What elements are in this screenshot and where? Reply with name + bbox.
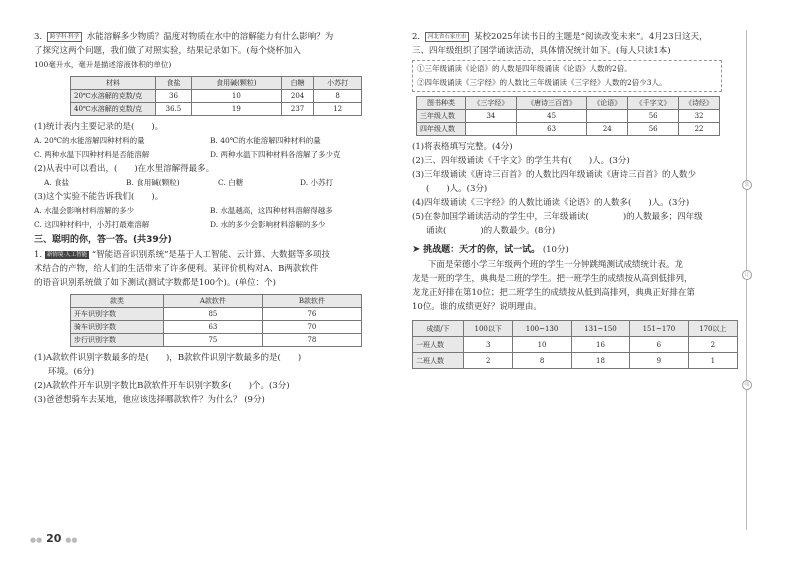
table-header: 100以下 [464, 321, 513, 337]
q3-sub3-options-cd [34, 218, 386, 232]
page-number: 20 [46, 532, 62, 545]
section-heading: 三、聪明的你，答一答。(共39分) [34, 235, 172, 245]
table-cell: 10 [191, 90, 281, 103]
table-cell: 85 [164, 308, 263, 321]
challenge-text4: 10位。谁的成绩更好？说明理由。 [412, 302, 542, 312]
table-cell: 开车识别字数 [71, 308, 164, 321]
table-header: 《论语》 [587, 97, 628, 110]
table-cell: 32 [679, 110, 720, 123]
challenge-heading [412, 242, 742, 258]
table-cell: 2 [688, 337, 737, 353]
option-c: C. 两种水温下四种材料是否能溶解 [34, 150, 150, 159]
table-cell: 骑车识别字数 [71, 321, 164, 334]
q3-line1 [34, 30, 386, 44]
table-row [71, 308, 362, 321]
table-cell: 56 [628, 123, 679, 136]
q3-sub2: (2)从表中可以看出，( )在水里溶解得最多。 [34, 164, 215, 174]
q3-sub1-options-ab [34, 134, 386, 148]
table-cell [466, 123, 517, 136]
table-cell: 8 [314, 90, 362, 103]
table-cell: 2 [464, 353, 513, 369]
table-header-row [413, 321, 738, 337]
table-cell: 70 [262, 321, 361, 334]
table-cell: 24 [587, 123, 628, 136]
table-row [71, 321, 362, 334]
star-left-icon: ●● [30, 536, 43, 544]
table-cell: 步行识别字数 [71, 334, 164, 347]
option-d: D. 水的多少会影响材料溶解的多少 [210, 220, 326, 229]
q3-tag: 跨学科·科学 [47, 32, 82, 42]
option-c: C. 这四种材料中，小苏打最难溶解 [34, 220, 150, 229]
table-header: 100~130 [513, 321, 571, 337]
q3-sub3-options-ab [34, 204, 386, 218]
binding-circle-bottom: 线 [742, 380, 752, 390]
option-b: B. 食用碱(颗粒) [126, 178, 180, 187]
table-cell: 204 [281, 90, 314, 103]
table-cell: 10 [513, 337, 571, 353]
option-c: C. 白糖 [218, 178, 244, 187]
table-cell: 56 [628, 110, 679, 123]
option-a: A. 水温会影响材料溶解的多少 [34, 206, 135, 215]
q1-number: 1. [34, 250, 43, 260]
table-cell: 3 [464, 337, 513, 353]
q1-sub3: (3)爸爸想骑车去某地，他应该选择哪款软件？为什么？ (9分) [34, 395, 265, 405]
q2-sub3a: (3)三年级诵读《唐诗三百首》的人数比四年级诵读《唐诗三百首》的人数少 [412, 170, 697, 180]
challenge-title: 挑战题：天才的你，试一试。 [423, 245, 541, 255]
table-header-row [417, 97, 720, 110]
q1-text2: 术结合的产物，给人们的生活带来了许多便利。某评价机构对A、B两款软件 [34, 264, 319, 274]
q2-sub1: (1)将表格填写完整。(4分) [412, 142, 513, 152]
table-header: A款软件 [164, 295, 263, 308]
q3-text3: 100毫升水，毫升是描述溶液体积的单位) [34, 60, 172, 69]
left-column [34, 30, 386, 407]
table-header-row [71, 295, 362, 308]
table-header: 食盐 [156, 77, 192, 90]
q1-line1 [34, 248, 386, 262]
q3-text2: 了探究这两个问题，我们做了对照实验，结果记录如下。(每个烧杯加入 [34, 46, 301, 56]
q2-sub5b: 诵读( )的人数最少。(8分) [426, 226, 556, 236]
table-cell: 9 [630, 353, 688, 369]
table-header: 白糖 [281, 77, 314, 90]
challenge-text2: 龙是一班的学生，典典是二班的学生。把一班学生的成绩按从高到低排列， [412, 274, 693, 284]
table-header: 款类 [71, 295, 164, 308]
table-header: 《千字文》 [628, 97, 679, 110]
q2-number: 2. [412, 32, 421, 42]
table-cell: 12 [314, 103, 362, 116]
star-right-icon: ●● [65, 536, 78, 544]
table-row [413, 353, 738, 369]
table-cell: 237 [281, 103, 314, 116]
table-row [71, 103, 362, 116]
table-cell: 20℃水溶解的克数/克 [71, 90, 156, 103]
table-cell: 40℃水溶解的克数/克 [71, 103, 156, 116]
q2-sub2: (2)三、四年级诵读《千字文》的学生共有( )人。(3分) [412, 156, 630, 166]
table-header: 小苏打 [314, 77, 362, 90]
table-header: 《唐诗三百首》 [516, 97, 587, 110]
table-cell: 二班人数 [413, 353, 464, 369]
q3-sub3: (3)这个实验不能告诉我们( )。 [34, 192, 164, 202]
condition-2: ②四年级诵读《三字经》的人数比三年级诵读《三字经》人数的2倍少3人。 [417, 78, 667, 87]
table-cell: 36.5 [156, 103, 192, 116]
q2-tag: 河北省石家庄市 [425, 32, 470, 42]
jump-rope-table [412, 320, 738, 369]
table-cell: 18 [571, 353, 629, 369]
table-cell: 四年级人数 [417, 123, 466, 136]
table-header: 170以上 [688, 321, 737, 337]
challenge-text3: 龙龙正好排在第10位；把二班学生的成绩按从低到高排列，典典正好排在第 [412, 288, 695, 298]
table-header: B款软件 [262, 295, 361, 308]
right-column [412, 30, 742, 369]
q3-text1: 水能溶解多少物质？温度对物质在水中的溶解能力有什么影响？为 [86, 32, 334, 42]
q3-number: 3. [34, 32, 43, 42]
option-b: B. 水温越高，这四种材料溶解得越多 [210, 206, 333, 215]
table-cell: 36 [156, 90, 192, 103]
option-a: A. 20℃的水能溶解四种材料的量 [34, 136, 145, 145]
q3-sub1-options-cd [34, 148, 386, 162]
table-row [417, 123, 720, 136]
table-row [413, 337, 738, 353]
speech-recognition-table [70, 294, 362, 347]
q2-sub5a: (5)在参加国学诵读活动的学生中，三年级诵读( )的人数最多；四年级 [412, 212, 703, 222]
table-header-row [71, 77, 362, 90]
option-a: A. 食盐 [44, 178, 70, 187]
option-d: D. 两种水温下四种材料各溶解了多少克 [210, 150, 341, 159]
table-header: 151~170 [630, 321, 688, 337]
binding-line [746, 30, 747, 530]
q1-text1: “智能语音识别系统”是基于人工智能、云计算、大数据等多项技 [91, 250, 330, 260]
table-header: 材料 [71, 77, 156, 90]
q2-line1 [412, 30, 742, 44]
table-cell: 75 [164, 334, 263, 347]
table-cell: 34 [466, 110, 517, 123]
q1-tag: 新情境·人工智能 [46, 251, 88, 258]
option-b: B. 40℃的水能溶解四种材料的量 [210, 136, 321, 145]
q2-text2: 三、四年级组织了国学诵读活动，具体情况统计如下。(每人只读1本) [412, 46, 671, 56]
solubility-table [70, 76, 362, 116]
table-cell: 45 [516, 110, 587, 123]
q1-sub2: (2)A款软件开车识别字数比B款软件开车识别字数多( )个。(3分) [34, 381, 290, 391]
reading-table [416, 96, 720, 136]
q1-sub1a: (1)A款软件识别字数最多的是( )，B款软件识别字数最多的是( ) [34, 353, 302, 363]
binding-circle-top: 装 [742, 180, 752, 190]
q3-sub2-options [34, 176, 386, 190]
table-cell [587, 110, 628, 123]
table-cell: 16 [571, 337, 629, 353]
table-row [417, 110, 720, 123]
q2-text1: 某校2025年读书日的主题是“阅读改变未来”。4月23日这天， [474, 32, 708, 42]
condition-1: ①三年级诵读《论语》的人数是四年级诵读《论语》人数的2倍。 [417, 64, 632, 73]
table-cell: 19 [191, 103, 281, 116]
table-row [71, 90, 362, 103]
table-header: 成绩/下 [413, 321, 464, 337]
q1-text3: 的语音识别系统做了如下测试(测试字数都是100个)。(单位：个) [34, 278, 276, 288]
table-header: 《诗经》 [679, 97, 720, 110]
binding-circle-middle: 订 [742, 270, 752, 280]
table-cell: 22 [679, 123, 720, 136]
table-cell: 一班人数 [413, 337, 464, 353]
challenge-score: (10分) [542, 245, 569, 255]
q2-sub4: (4)四年级诵读《三字经》的人数比诵读《论语》的人数多( )人。(3分) [412, 198, 690, 208]
table-cell: 8 [513, 353, 571, 369]
table-cell: 6 [630, 337, 688, 353]
table-header: 图书种类 [417, 97, 466, 110]
q1-sub1b: 环境。(6分) [48, 367, 95, 377]
table-row [71, 334, 362, 347]
table-cell: 1 [688, 353, 737, 369]
q2-sub3b: ( )人。(3分) [426, 184, 488, 194]
challenge-text1: 下面是荣德小学三年级两个班的学生一分钟跳绳测试成绩统计表。龙 [428, 260, 684, 270]
table-cell: 76 [262, 308, 361, 321]
table-cell: 63 [164, 321, 263, 334]
page-footer [30, 532, 77, 545]
conditions-box [412, 60, 722, 92]
table-cell: 63 [516, 123, 587, 136]
table-cell: 78 [262, 334, 361, 347]
table-header: 食用碱(颗粒) [191, 77, 281, 90]
option-d: D. 小苏打 [300, 178, 334, 187]
table-cell: 三年级人数 [417, 110, 466, 123]
rocket-icon: ➤ [412, 244, 421, 255]
q3-sub1: (1)统计表内主要记录的是( )。 [34, 122, 164, 132]
table-header: 《三字经》 [466, 97, 517, 110]
table-header: 131~150 [571, 321, 629, 337]
